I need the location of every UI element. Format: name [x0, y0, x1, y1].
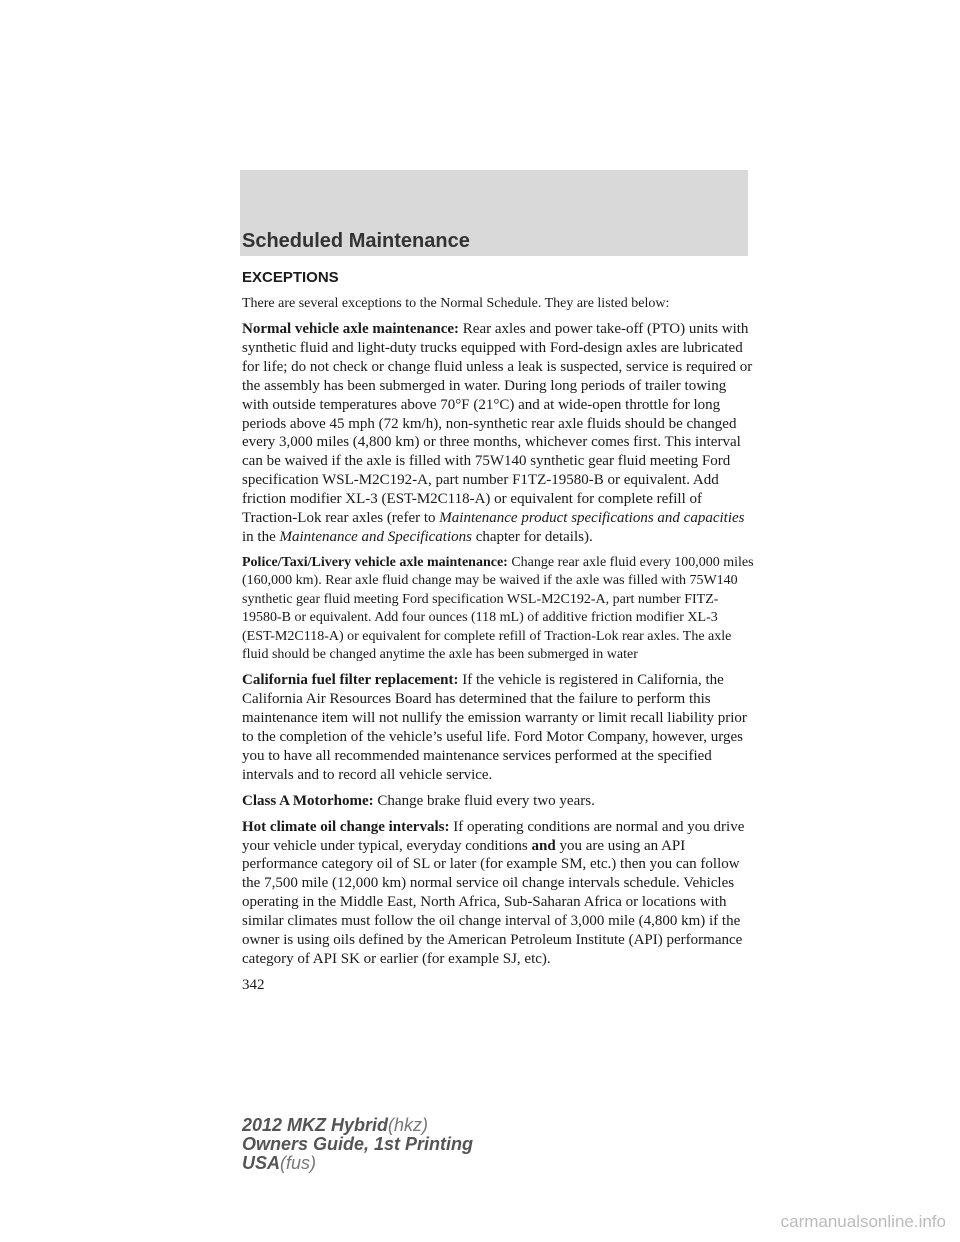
watermark-text: carmanualsonline.info [780, 1212, 946, 1231]
cross-reference: Maintenance and Specifications [279, 528, 472, 545]
footer-line-market [242, 1154, 473, 1173]
footer-guide: Owners Guide, 1st Printing [242, 1134, 474, 1154]
paragraph-text: chapter for details). [475, 528, 593, 545]
document-footer [242, 1116, 473, 1173]
page-title: Scheduled Maintenance [242, 230, 470, 252]
paragraph-police-axle [242, 554, 754, 664]
paragraph-text: in the [242, 528, 276, 545]
emphasis-word: and [531, 837, 556, 854]
page-number: 342 [242, 976, 265, 993]
paragraph-lead: Police/Taxi/Livery vehicle axle maintenance: [242, 554, 508, 570]
paragraph-lead: California fuel filter replacement: [242, 672, 459, 689]
section-intro: There are several exceptions to the Normal Schedule. They are listed below: [242, 296, 670, 311]
footer-line-guide [242, 1135, 473, 1154]
paragraph-text: If the vehicle is registered in California, the California Air Resources Board has determined that the failure to perform this maintenance item will not nullify the emission warranty or limit recall liability prior to the completion of the vehicle’s useful life. Ford Motor Company, however, urges you to have all recommended maintenance services performed at the specified intervals and to record all vehicle service. [242, 672, 747, 783]
main-content [242, 268, 754, 995]
paragraph-text: Rear axles and power take-off (PTO) units with synthetic fluid and light-duty trucks equipped with Ford-design axles are lubricated for life; do not check or change fluid unless a leak is suspected, service is required or the assembly has been submerged in water. During long periods of trailer towing with outside temperatures above 70°F (21°C) and at wide-open throttle for long periods above 45 mph (72 km/h), non-synthetic rear axle fluids should be changed every 3,000 miles (4,800 km) or three months, whichever comes first. This interval can be waived if the axle is filled with 75W140 synthetic gear fluid meeting Ford specification WSL-M2C192-A, part number F1TZ-19580-B or equivalent. Add friction modifier XL-3 (EST-M2C118-A) or equivalent for complete refill of Traction-Lok rear axles (refer to [242, 321, 753, 527]
paragraph-motorhome [242, 792, 754, 811]
footer-market: USA [242, 1153, 281, 1173]
paragraph-text: Change brake fluid every two years. [377, 792, 595, 809]
paragraph-hot-climate [242, 818, 754, 969]
paragraph-text: you are using an API performance category oil of SL or later (for example SM, etc.) then you can follow the 7,500 mile (12,000 km) normal service oil change intervals schedule. Vehicles operating in the Middle East, North Africa, Sub-Saharan Africa or locations with similar climates must follow the oil change interval of 3,000 mile (4,800 km) if the owner is using oils defined by the American Petroleum Institute (API) performance category of API SK or earlier (for example SJ, etc). [242, 837, 743, 967]
cross-reference: Maintenance product specifications and capacities [439, 510, 745, 527]
paragraph-lead: Class A Motorhome: [242, 792, 374, 809]
footer-model-code: (hkz) [388, 1115, 429, 1135]
paragraph-text: Change rear axle fluid every 100,000 miles (160,000 km). Rear axle fluid change may be waived if the axle was filled with 75W140 synthetic gear fluid meeting Ford specification WSL-M2C192-A, part number FITZ-19580-B or equivalent. Add four ounces (118 mL) of additive friction modifier XL-3 (EST-M2C118-A) or equivalent for complete refill of Traction-Lok rear axles. The axle fluid should be changed anytime the axle has been submerged in water [242, 554, 754, 662]
section-heading: EXCEPTIONS [242, 269, 339, 286]
paragraph-normal-axle [242, 320, 754, 547]
footer-model: 2012 MKZ Hybrid [242, 1115, 389, 1135]
paragraph-lead: Hot climate oil change intervals: [242, 818, 450, 835]
paragraph-california-fuel [242, 671, 754, 784]
footer-market-code: (fus) [280, 1153, 317, 1173]
footer-line-model [242, 1116, 473, 1135]
paragraph-lead: Normal vehicle axle maintenance: [242, 321, 460, 337]
paragraph-text: If operating conditions are normal and you drive your vehicle under typical, everyday conditions [242, 818, 745, 854]
